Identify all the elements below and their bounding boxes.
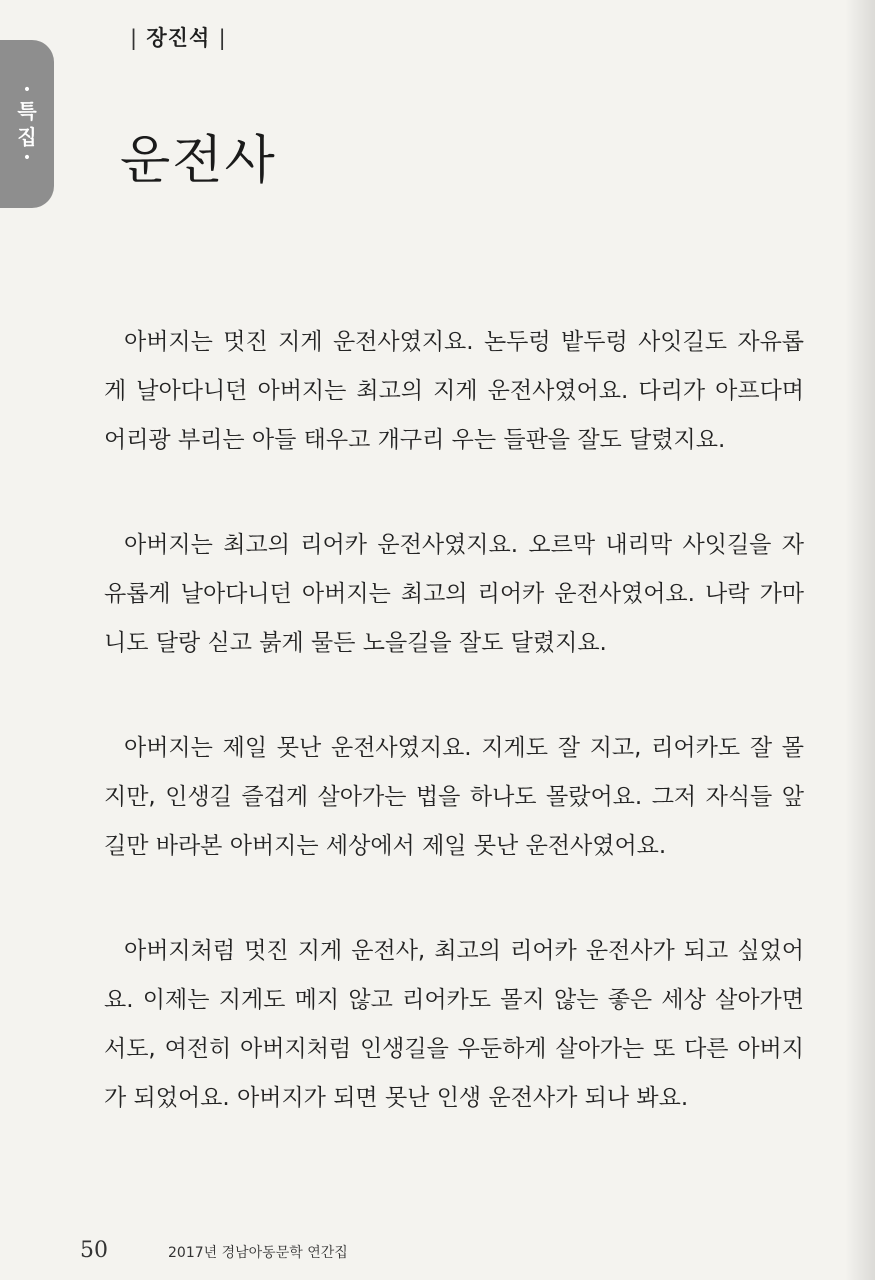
section-tab [0, 40, 54, 208]
author-name: 장진석 [146, 26, 211, 50]
page-footer [80, 1238, 348, 1263]
paragraph-3: 아버지는 제일 못난 운전사였지요. 지게도 잘 지고, 리어카도 잘 몰지만, 인생길 즐겁게 살아가는 법을 하나도 몰랐어요. 그저 자식들 앞길만 바라본 아버지는 세상에서 제일 못난 운전사였어요. [104, 735, 804, 859]
author-bar-left: | [130, 26, 139, 50]
author-line [130, 22, 227, 52]
poem-title: 운전사 [120, 131, 277, 191]
body-text [104, 318, 804, 1179]
paragraph-4: 아버지처럼 멋진 지게 운전사, 최고의 리어카 운전사가 되고 싶었어요. 이제는 지게도 메지 않고 리어카도 몰지 않는 좋은 세상 살아가면서도, 여전히 아버지처럼 인생길을 우둔하게 살아가는 또 다른 아버지가 되었어요. 아버지가 되면 못난 인생 운전사가 되나 봐요. [104, 938, 804, 1111]
publication-title: 2017년 경남아동문학 연간집 [168, 1245, 348, 1261]
tab-char-1: 특 [17, 99, 37, 123]
tab-char-2: 집 [17, 125, 37, 149]
paragraph-2: 아버지는 최고의 리어카 운전사였지요. 오르막 내리막 사잇길을 자유롭게 날아다니던 아버지는 최고의 리어카 운전사였어요. 나락 가마니도 달랑 싣고 붉게 물든 노을길을 잘도 달렸지요. [104, 532, 804, 656]
paragraph-1: 아버지는 멋진 지게 운전사였지요. 논두렁 밭두렁 사잇길도 자유롭게 날아다니던 아버지는 최고의 지게 운전사였어요. 다리가 아프다며 어리광 부리는 아들 태우고 개구리 우는 들판을 잘도 달렸지요. [104, 329, 804, 453]
tab-dot-bottom: • [22, 150, 32, 166]
author-bar-right: | [218, 26, 227, 50]
page-number: 50 [80, 1238, 108, 1263]
tab-dot-top: • [22, 82, 32, 98]
page-edge-shadow [845, 0, 875, 1280]
